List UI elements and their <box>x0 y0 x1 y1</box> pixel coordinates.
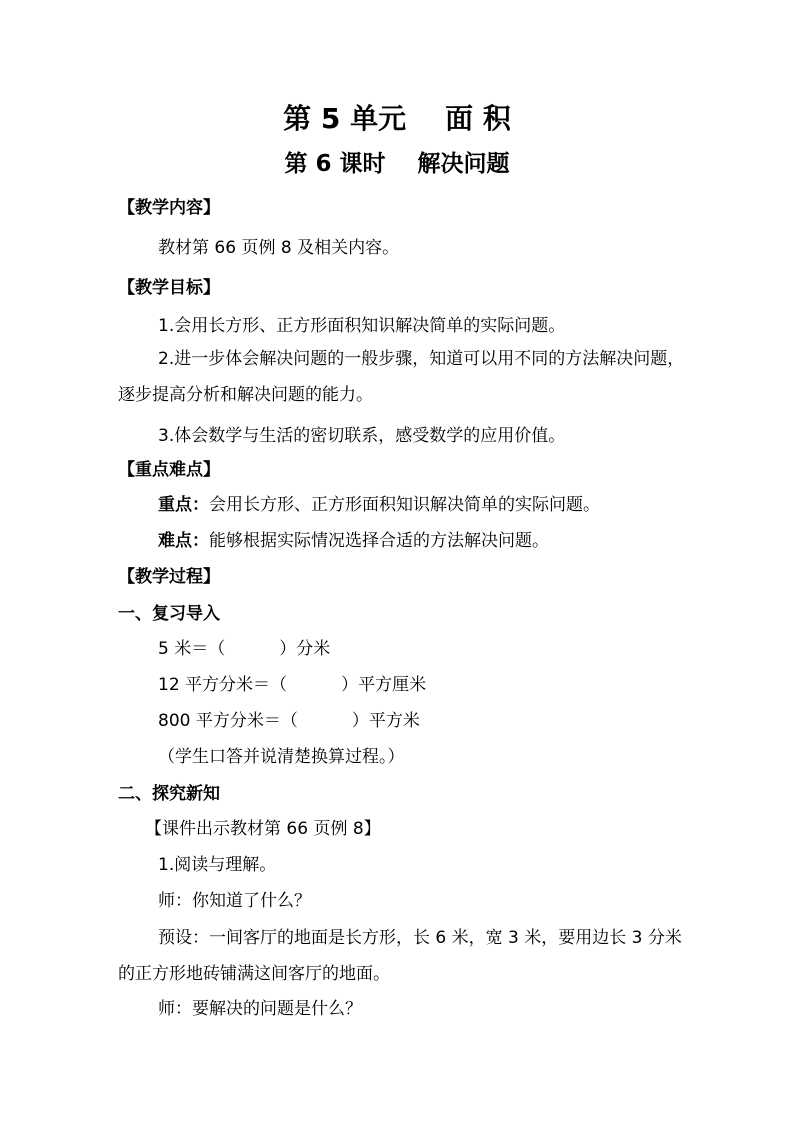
step-1: 1.阅读与理解。 <box>158 855 277 875</box>
goal-3: 3.体会数学与生活的密切联系，感受数学的应用价值。 <box>158 426 566 446</box>
unit-title: 第 5 单元 面 积 <box>283 102 511 135</box>
difficulty-label: 难点： <box>158 531 209 551</box>
content-heading: 【教学内容】 <box>118 198 220 218</box>
review-heading: 一、复习导入 <box>118 604 220 624</box>
difficulty-text: 能够根据实际情况选择合适的方法解决问题。 <box>209 531 549 551</box>
preset-answer: 预设：一间客厅的地面是长方形，长 6 米，宽 3 米，要用边长 3 分米的正方形地砖铺满这间客厅的地面。 <box>118 928 682 984</box>
review-q1: 5 米＝（ ）分米 <box>158 639 331 659</box>
process-heading: 【教学过程】 <box>118 567 220 587</box>
key-point <box>158 493 600 517</box>
courseware-note: 【课件出示教材第 66 页例 8】 <box>145 819 381 839</box>
review-q2: 12 平方分米＝（ ）平方厘米 <box>158 675 427 695</box>
difficulty-point <box>158 529 549 553</box>
goal-1: 1.会用长方形、正方形面积知识解决简单的实际问题。 <box>158 316 566 336</box>
goals-heading: 【教学目标】 <box>118 278 220 298</box>
teacher-question-1: 师：你知道了什么？ <box>158 891 311 911</box>
review-note: （学生口答并说清楚换算过程。） <box>158 747 405 767</box>
goal-2: 2.进一步体会解决问题的一般步骤，知道可以用不同的方法解决问题，逐步提高分析和解决问题的能力。 <box>118 349 685 405</box>
lesson-title: 第 6 课时 解决问题 <box>284 151 510 177</box>
explore-heading: 二、探究新知 <box>118 784 220 804</box>
key-heading: 【重点难点】 <box>118 460 220 480</box>
teacher-question-2: 师：要解决的问题是什么？ <box>158 999 362 1019</box>
content-text: 教材第 66 页例 8 及相关内容。 <box>158 238 400 258</box>
key-label: 重点： <box>158 495 209 515</box>
key-text: 会用长方形、正方形面积知识解决简单的实际问题。 <box>209 495 600 515</box>
review-q3: 800 平方分米＝（ ）平方米 <box>158 711 420 731</box>
